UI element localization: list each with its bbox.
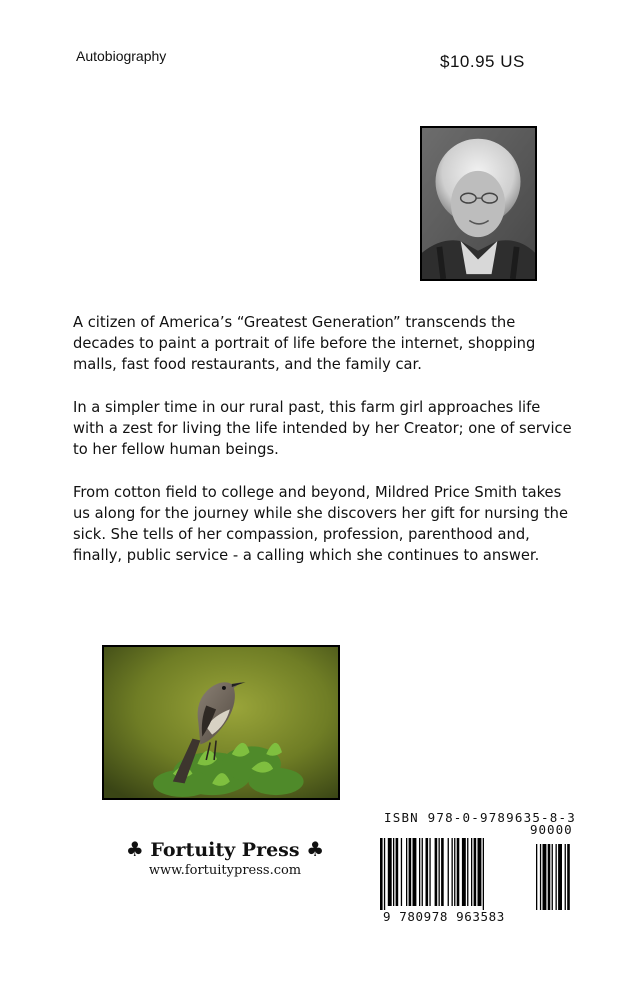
barcode [378, 838, 583, 910]
description-paragraph: In a simpler time in our rural past, this farm girl approaches life with a zest for living the life intended by her Creator; one of service to her fellow human beings. [73, 399, 572, 458]
isbn-label: ISBN 978-0-9789635-8-3 [384, 810, 576, 825]
description-paragraph: A citizen of America’s “Greatest Generation” transcends the decades to paint a portrait of life before the internet, shopping malls, fast food restaurants, and the family car. [73, 314, 536, 373]
club-icon: ♣ [125, 837, 144, 861]
publisher-name [100, 837, 350, 861]
book-description [73, 312, 573, 588]
publisher-name-text: Fortuity Press [150, 839, 300, 861]
author-portrait-photo [420, 126, 537, 281]
mockingbird-photo [102, 645, 340, 800]
description-paragraph: From cotton field to college and beyond, Mildred Price Smith takes us along for the journey while she discovers her gift for nursing the sick. She tells of her compassion, profession, parenthood and, finally, public service - a calling which she continues to answer. [73, 484, 569, 564]
barcode-price-code: 90000 [530, 822, 573, 837]
price-label: $10.95 US [440, 52, 525, 71]
publisher-url: www.fortuitypress.com [148, 863, 302, 878]
barcode-digits: 9 780978 963583 [383, 909, 505, 924]
club-icon: ♣ [306, 837, 325, 861]
publisher-block [100, 837, 350, 878]
genre-label: Autobiography [76, 48, 167, 64]
